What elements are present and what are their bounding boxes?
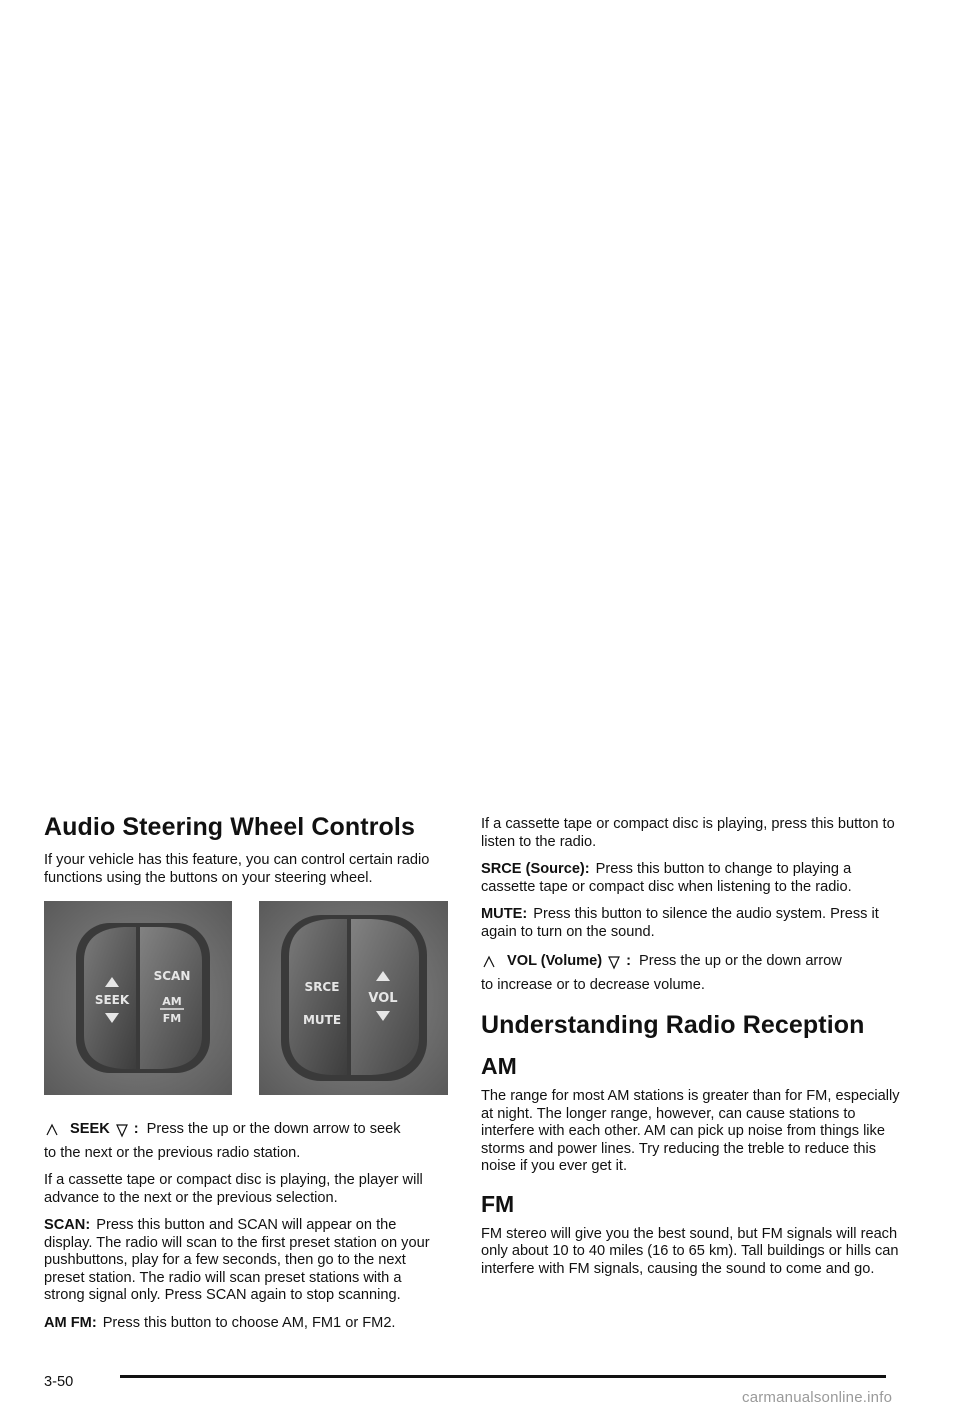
page-number: 3-50 [44,1374,74,1390]
mute-paragraph [481,906,901,941]
steering-controls-photos [44,901,444,1095]
cassette-note-paragraph: If a cassette tape or compact disc is playing, press this button to listen to the radio. [481,816,895,850]
scan-label: SCAN: [44,1217,91,1233]
am-paragraph: The range for most AM stations is greater than for FM, especially at night. The longer range, however, can cause stations to interfere with each other. AM can pick up noise from things like storms and power lines. Try reducing the treble to reduce this noise if you ever get it. [481,1088,900,1174]
amfm-label: AM FM: [44,1314,97,1331]
up-arrow-icon [481,954,497,970]
srce-label: SRCE (Source): [481,861,590,877]
vol-label: VOL (Volume) [507,953,603,969]
vol-description [481,953,901,994]
left-column [44,812,444,1332]
mute-button-label: MUTE [302,1013,342,1027]
seek-label: SEEK [70,1121,110,1137]
scan-text: Press this button and SCAN will appear on the display. The radio will scan to the first preset station on your pushbuttons, play for a few seconds, then go to the next preset station. The radio will scan preset stations with a strong signal only. Press SCAN again to stop scanning. [44,1217,430,1303]
am-heading: AM [481,1053,517,1079]
amfm-paragraph [44,1315,444,1333]
fm-heading: FM [481,1190,515,1217]
am-button-label: AM [162,995,182,1008]
srce-text: Press this button to change to playing a cassette tape or compact disc when listening to the radio. [481,861,852,895]
seek-text-rest: to the next or the previous radio station. [44,1144,301,1161]
mute-label: MUTE: [481,906,528,922]
seek-text-first: Press the up or the down arrow to seek [146,1121,401,1137]
seek-cassette-paragraph: If a cassette tape or compact disc is playing, the player will advance to the next or the previous selection. [44,1172,423,1206]
section-title-radio-reception: Understanding Radio Reception [481,1011,865,1039]
vol-colon: : [626,953,632,969]
srce-vol-buttons-photo [259,901,448,1095]
seek-description [44,1121,444,1162]
scan-paragraph [44,1217,444,1305]
intro-paragraph: If your vehicle has this feature, you can control certain radio functions using the buttons on your steering wheel. [44,852,430,886]
srce-button-label: SRCE [304,980,340,994]
vol-button-label: VOL [368,991,398,1006]
down-arrow-icon [114,1122,130,1138]
footer-divider [120,1375,886,1378]
section-title-audio-controls: Audio Steering Wheel Controls [44,813,415,841]
down-arrow-icon [606,954,622,970]
fm-paragraph: FM stereo will give you the best sound, but FM signals will reach only about 10 to 40 miles (16 to 65 km). Tall buildings or hills can interfere with FM signals, causing the sound to come and go. [481,1225,899,1277]
vol-text-rest: to increase or to decrease volume. [481,976,705,993]
watermark-text: carmanualsonline.info [742,1389,893,1406]
mute-text: Press this button to silence the audio system. Press it again to turn on the sound. [481,906,879,940]
fm-button-label: FM [162,1012,182,1025]
vol-text-first: Press the up or the down arrow [639,953,842,969]
seek-button-label: SEEK [94,993,130,1007]
scan-button-label: SCAN [153,969,191,983]
up-arrow-icon [44,1122,60,1138]
seek-scan-buttons-photo [44,901,232,1095]
amfm-text: Press this button to choose AM, FM1 or FM2. [102,1314,396,1331]
srce-paragraph [481,861,901,896]
seek-colon: : [133,1121,139,1137]
right-column [481,816,901,1278]
